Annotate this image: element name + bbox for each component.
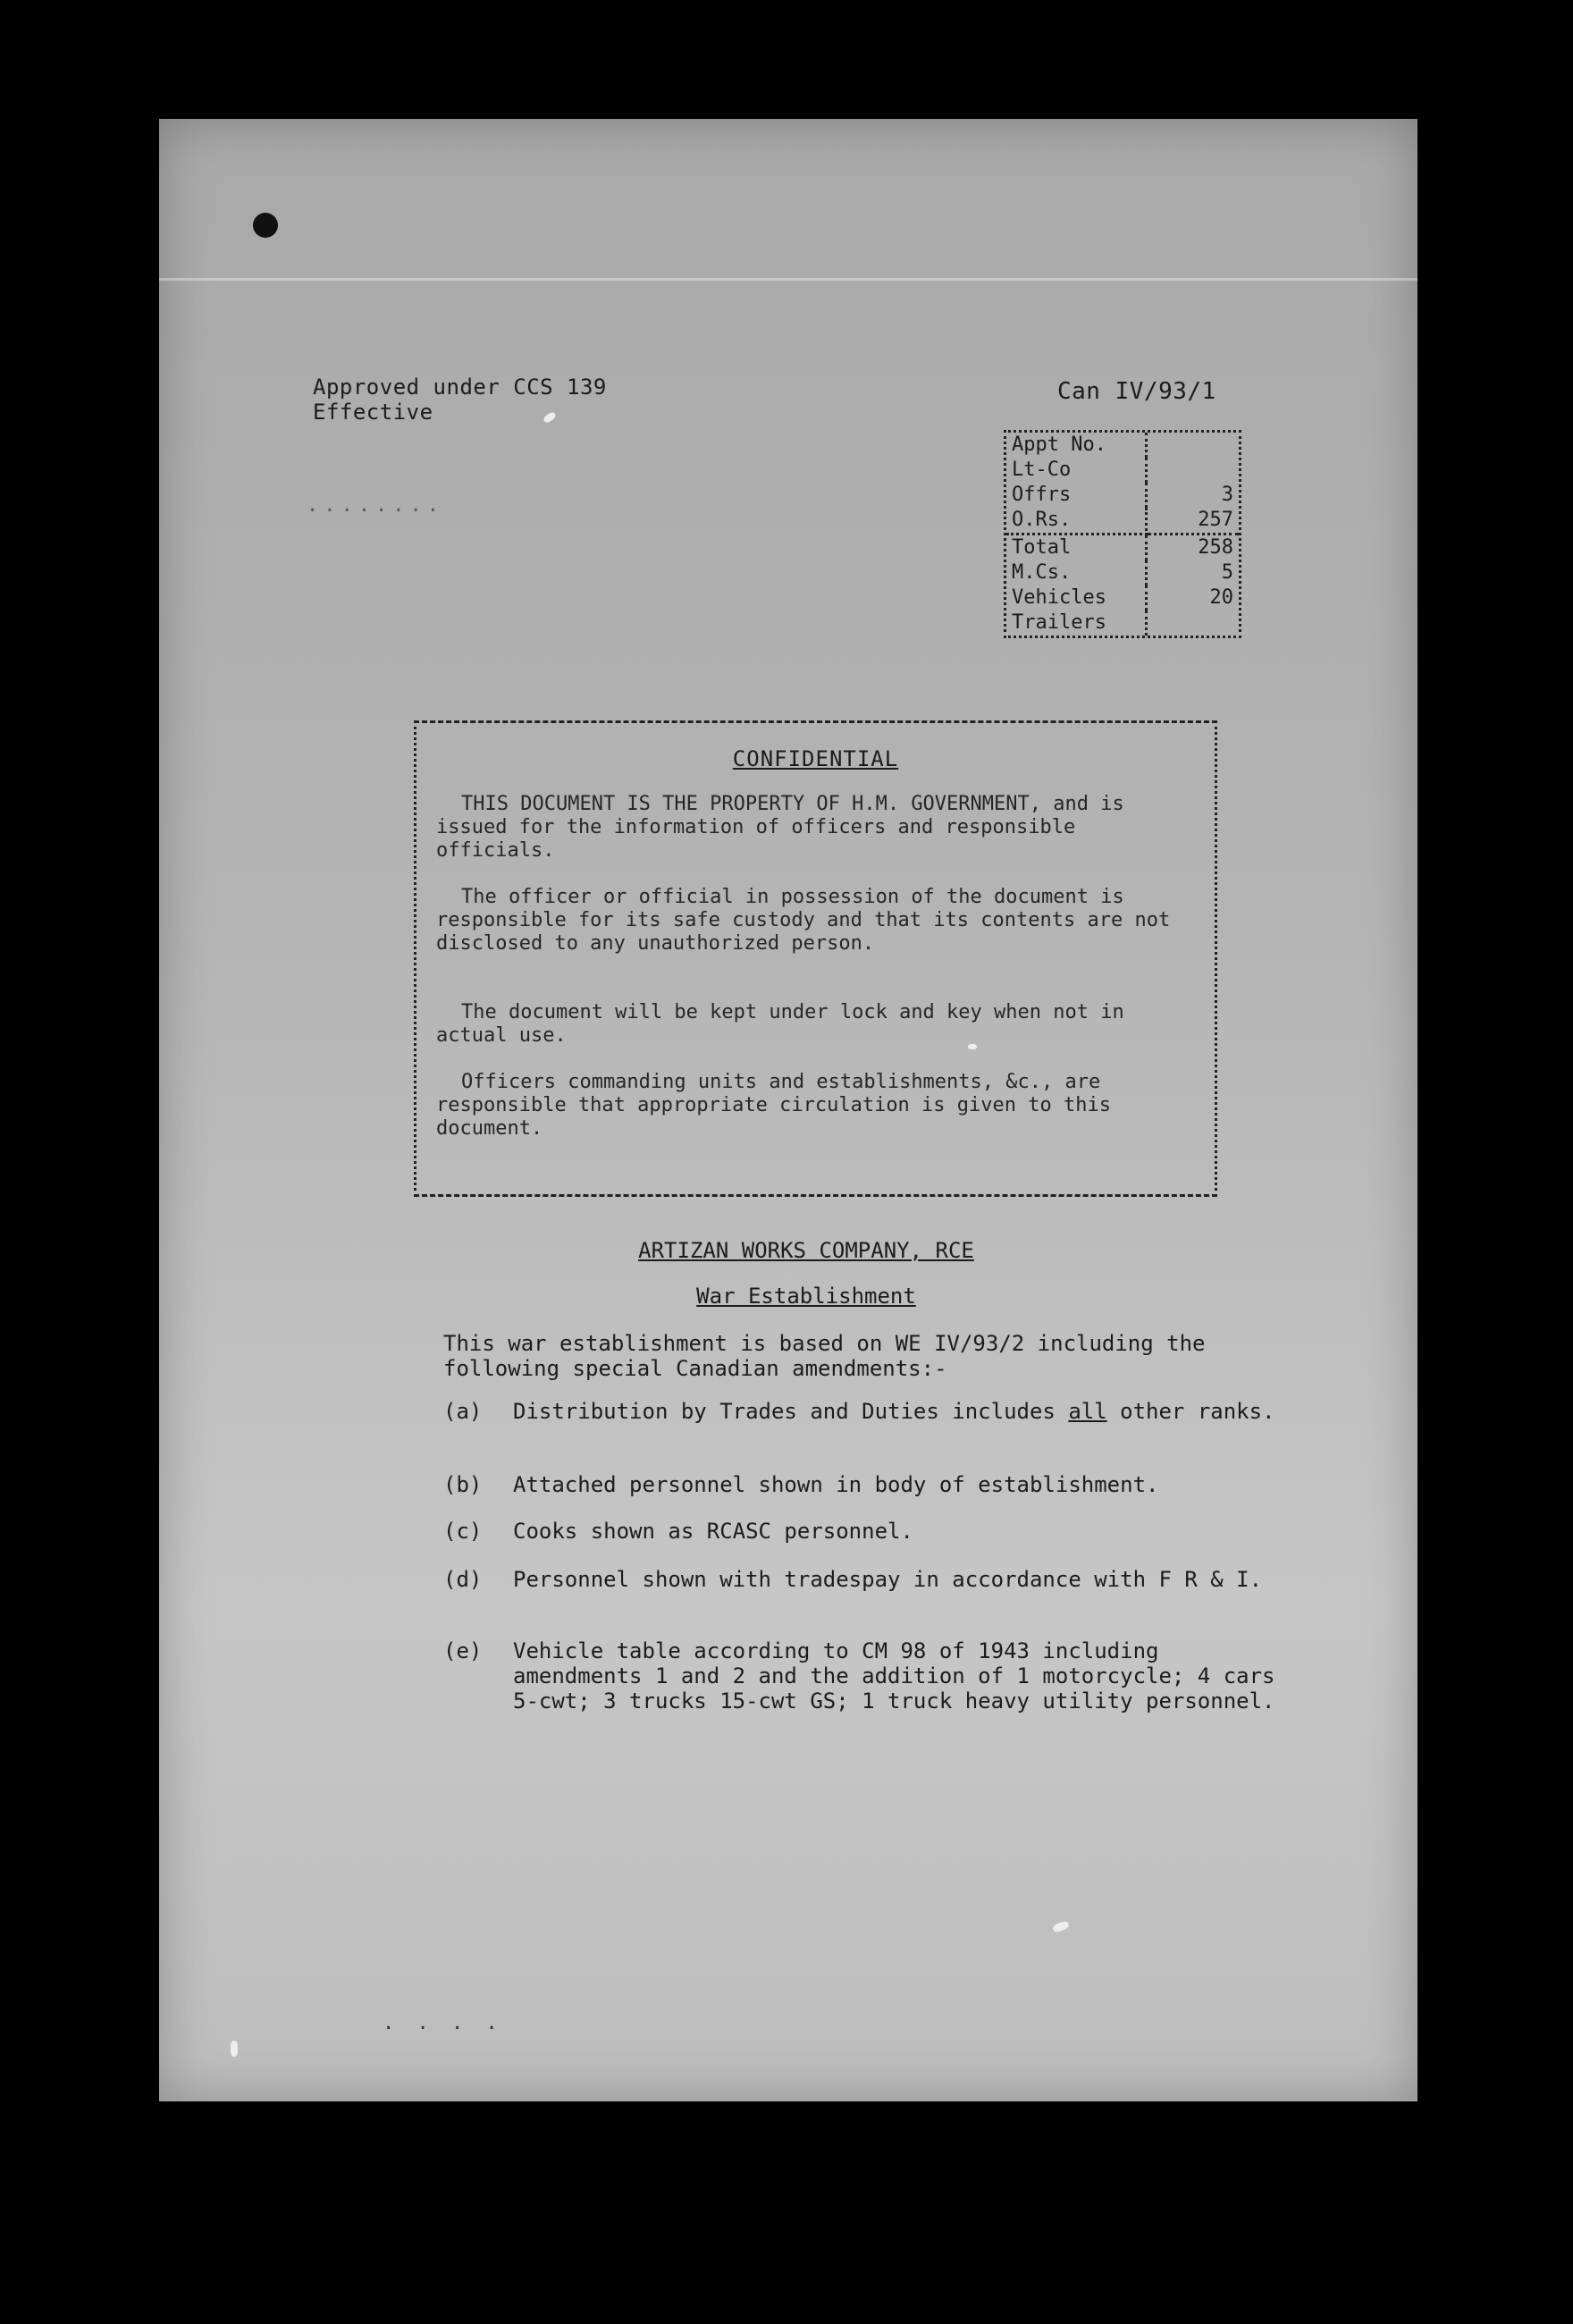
confidential-paragraph: The officer or official in possession of the document is responsible for its safe custody and that its contents are not disclosed to any unauthorized person. <box>436 886 1171 955</box>
row-label: Total <box>1006 535 1147 561</box>
row-label: O.Rs. <box>1006 508 1147 535</box>
row-value: 20 <box>1209 586 1233 609</box>
amendment-text: Vehicle table according to CM 98 of 1943 including amendments 1 and 2 and the addition of 1 motorcycle; 4 cars 5-cwt; 3 trucks 15-cwt GS; 1 truck heavy utility personnel. <box>513 1638 1275 1714</box>
amendment-item <box>443 1472 1283 1497</box>
table-row <box>1006 585 1239 610</box>
bottom-dots: . . . . <box>383 2012 503 2034</box>
confidential-title: CONFIDENTIAL <box>732 746 899 771</box>
amendment-marker: (c) <box>443 1519 483 1544</box>
fold-line <box>159 278 1417 281</box>
row-label: Trailers <box>1006 610 1147 636</box>
amendment-marker: (d) <box>443 1567 483 1592</box>
row-label: Appt No. <box>1006 433 1147 458</box>
amendment-item <box>443 1399 1283 1424</box>
confidential-paragraph: The document will be kept under lock and key when not in actual use. <box>436 1001 1124 1047</box>
ink-blot <box>253 213 278 238</box>
amendment-text-part: other ranks. <box>1106 1399 1275 1424</box>
intro-paragraph: This war establishment is based on WE IV/93/2 including the following special Canadian amendments:- <box>443 1331 1206 1381</box>
document-page <box>159 119 1417 2101</box>
row-value: 257 <box>1147 508 1240 535</box>
table-row <box>1006 535 1239 561</box>
effective-line: Effective <box>313 400 433 425</box>
amendment-item <box>443 1519 1283 1544</box>
row-value: 3 <box>1221 484 1233 506</box>
confidential-paragraph: THIS DOCUMENT IS THE PROPERTY OF H.M. GOVERNMENT, and is issued for the information of officers and responsible officials. <box>436 793 1124 862</box>
table-row <box>1006 560 1239 585</box>
row-label: Offrs <box>1006 483 1147 508</box>
table-row <box>1006 433 1239 458</box>
approval-note <box>313 375 607 425</box>
table-row <box>1006 508 1239 535</box>
row-value <box>1147 458 1240 483</box>
table-row <box>1006 458 1239 483</box>
amendment-item <box>443 1638 1283 1714</box>
amendment-text-part: Distribution by Trades and Duties includes <box>513 1399 1069 1424</box>
confidential-notice-box <box>414 720 1217 1197</box>
section-subtitle: War Establishment <box>696 1284 916 1309</box>
amendment-marker: (a) <box>443 1399 483 1424</box>
amendment-item <box>443 1567 1283 1592</box>
table-row <box>1006 483 1239 508</box>
strength-table <box>1006 433 1239 636</box>
document-reference: Can IV/93/1 <box>1057 378 1216 405</box>
approved-line: Approved under CCS 139 <box>313 375 607 400</box>
confidential-paragraph: Officers commanding units and establishments, &c., are responsible that appropriate circulation is given to this document. <box>436 1071 1111 1140</box>
underlined-word: all <box>1068 1399 1107 1424</box>
amendment-text <box>513 1399 1283 1424</box>
company-title: ARTIZAN WORKS COMPANY, RCE <box>638 1238 974 1263</box>
amendment-text: Personnel shown with tradespay in accordance with F R & I. <box>513 1567 1263 1592</box>
row-value: 5 <box>1221 561 1233 584</box>
row-value <box>1147 610 1240 636</box>
paper-speck <box>1052 1920 1070 1933</box>
row-value: 258 <box>1198 536 1233 559</box>
paper-speck <box>231 2041 238 2057</box>
amendment-text: Cooks shown as RCASC personnel. <box>513 1519 913 1544</box>
margin-dots: ........ <box>307 494 444 517</box>
strength-summary-box <box>1004 430 1241 638</box>
row-label: M.Cs. <box>1006 560 1147 585</box>
amendment-marker: (b) <box>443 1472 483 1497</box>
amendment-text: Attached personnel shown in body of establishment. <box>513 1472 1159 1497</box>
row-label: Lt-Co <box>1006 458 1147 483</box>
table-row <box>1006 610 1239 636</box>
row-value <box>1147 433 1240 458</box>
row-label: Vehicles <box>1006 585 1147 610</box>
amendment-marker: (e) <box>443 1638 483 1663</box>
